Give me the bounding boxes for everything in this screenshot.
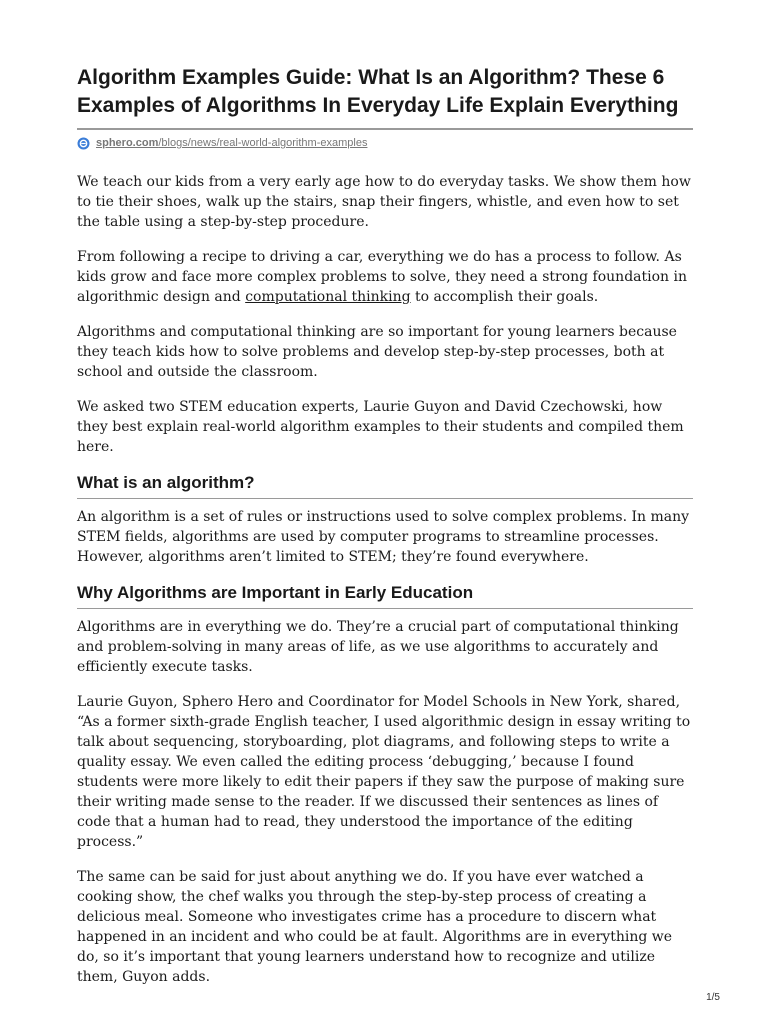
source-path: /blogs/news/real-world-algorithm-examples bbox=[158, 137, 368, 149]
intro-paragraph-3: Algorithms and computational thinking are so important for young learners because they teach kids how to solve problems and develop step-by-step processes, both at school and outside the classroom. bbox=[77, 324, 677, 380]
section1-paragraph-1: An algorithm is a set of rules or instructions used to solve complex problems. In many STEM fields, algorithms are used by computer programs to streamline processes. However, algorithms aren’t limited to STEM; they’re found everywhere. bbox=[77, 509, 690, 565]
section-heading-why-important: Why Algorithms are Important in Early Education bbox=[77, 583, 474, 602]
section-why-important bbox=[77, 582, 693, 987]
intro-paragraph-4: We asked two STEM education experts, Laurie Guyon and David Czechowski, how they best explain real-world algorithm examples to their students and compiled them here. bbox=[77, 399, 684, 455]
title-divider bbox=[77, 128, 693, 130]
link-icon bbox=[77, 137, 90, 150]
intro-paragraph-1: We teach our kids from a very early age how to do everyday tasks. We show them how to tie their shoes, walk up the stairs, snap their fingers, whistle, and even how to set the table using a step-by-step procedure. bbox=[77, 174, 691, 230]
intro-paragraph-2 bbox=[77, 247, 693, 307]
section-what-is-algorithm bbox=[77, 472, 693, 567]
section-heading-what-is-algorithm: What is an algorithm? bbox=[77, 473, 255, 492]
source-line bbox=[77, 133, 693, 153]
page-title: Algorithm Examples Guide: What Is an Algorithm? These 6 Examples of Algorithms In Everyday Life Explain Everything bbox=[77, 66, 679, 117]
intro-paragraph-2-end: to accomplish their goals. bbox=[410, 289, 599, 305]
section-divider bbox=[77, 498, 693, 499]
section-divider bbox=[77, 608, 693, 609]
document-page bbox=[77, 64, 693, 1002]
section2-paragraph-1: Algorithms are in everything we do. They’re a crucial part of computational thinking and problem-solving in many areas of life, as we use algorithms to accurately and efficiently execute tasks. bbox=[77, 619, 679, 675]
source-domain: sphero.com bbox=[96, 137, 159, 149]
section2-paragraph-3: The same can be said for just about anything we do. If you have ever watched a cooking show, the chef walks you through the step-by-step process of creating a delicious meal. Someone who investigates crime has a procedure to discern what happened in an incident and who could be at fault. Algorithms are in everything we do, so it’s important that young learners understand how to recognize and utilize them, Guyon adds. bbox=[77, 869, 673, 985]
article-body bbox=[77, 172, 693, 987]
section2-paragraph-2: Laurie Guyon, Sphero Hero and Coordinator for Model Schools in New York, shared, “As a former sixth-grade English teacher, I used algorithmic design in essay writing to talk about sequencing, storyboarding, plot diagrams, and following steps to write a quality essay. We even called the editing process ‘debugging,’ because I found students were more likely to edit their papers if they saw the purpose of making sure their writing made sense to the reader. If we discussed their sentences as lines of code that a human had to read, they understood the importance of the editing process.” bbox=[77, 694, 691, 850]
intro-paragraph-2-start: From following a recipe to driving a car, everything we do has a process to follow. As kids grow and face more complex problems to solve, they need a strong foundation in algorithmic design and bbox=[77, 249, 687, 305]
computational-thinking-link[interactable]: computational thinking bbox=[245, 289, 411, 305]
page-number: 1/5 bbox=[706, 992, 720, 1003]
source-link[interactable] bbox=[96, 137, 367, 149]
